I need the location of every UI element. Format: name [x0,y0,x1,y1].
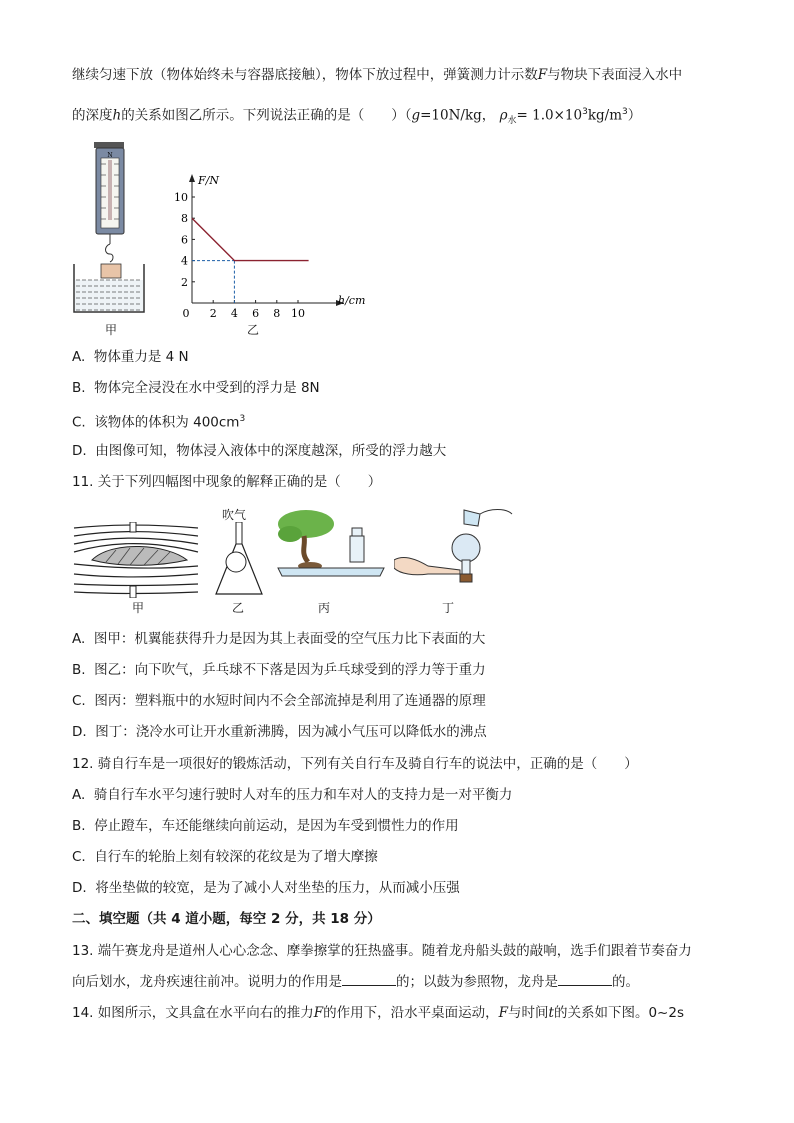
x-tick-label: 10 [291,307,305,320]
answer-blank-2[interactable] [558,973,612,986]
q12-option-d[interactable]: D. 将坐垫做的较宽，是为了减小人对坐垫的压力，从而减小压强 [72,880,460,896]
q13-line-2: 向后划水，龙舟疾速往前冲。说明力的作用是 的；以鼓为参照物，龙舟是 的。 [72,974,639,990]
q10-option-a[interactable]: A. 物体重力是 4 N [72,349,189,365]
y-tick-label: 6 [181,233,188,247]
figure-flask-cold-water [394,504,518,594]
q10-option-c[interactable]: C. 该物体的体积为 $400cm^3$ [72,414,246,431]
q11-stem: 11. 关于下列四幅图中现象的解释正确的是（ ） [72,474,382,490]
x-tick-label: 0 [182,307,190,320]
x-tick-label: 4 [230,307,238,320]
figure-label-ding: 丁 [442,601,455,615]
x-tick-label: 8 [273,307,281,320]
y-tick-label: 2 [181,275,188,289]
q14-line-1: 14. 如图所示，文具盒在水平向右的推力F的作用下，沿水平桌面运动，F与时间t的关系如下图。0~2s [72,1005,684,1021]
q12-option-a[interactable]: A. 骑自行车水平匀速行驶时人对车的压力和车对人的支持力是一对平衡力 [72,787,513,803]
figure-spring-scale [66,140,156,340]
x-tick-label: 2 [209,307,217,320]
variable-f: F [537,67,548,83]
x-tick-label: 6 [252,307,260,320]
y-axis-label: F/N [198,174,219,187]
y-tick-label: 4 [181,254,188,268]
figure-bonsai-bottle [276,506,388,582]
figure-f-h-graph [170,170,370,320]
q13-line-1: 13. 端午赛龙舟是道州人心心念念、摩拳擦掌的狂热盛事。随着龙舟船头鼓的敲响，选手们跟着节奏奋力 [72,943,692,959]
q10-option-b[interactable]: B. 物体完全浸没在水中受到的浮力是 8N [72,380,320,396]
q10-option-d[interactable]: D. 由图像可知，物体浸入液体中的深度越深，所受的浮力越大 [72,443,447,459]
figure-label-jia: 甲 [105,323,118,337]
q12-option-b[interactable]: B. 停止蹬车，车还能继续向前运动，是因为车受到惯性力的作用 [72,818,459,834]
q11-option-d[interactable]: D. 图丁：浇冷水可让开水重新沸腾，因为减小气压可以降低水的沸点 [72,724,487,740]
figure-label-yi: 乙 [247,323,260,337]
q12-stem: 12. 骑自行车是一项很好的锻炼活动，下列有关自行车及骑自行车的说法中，正确的是（ ） [72,756,638,772]
figure-funnel-ball [212,522,268,598]
gauge-unit: N [107,152,113,159]
figure-label-bing: 丙 [318,601,331,615]
q11-option-c[interactable]: C. 图丙：塑料瓶中的水短时间内不会全部流掉是利用了连通器的原理 [72,693,486,709]
figure-wing-airflow [72,522,200,598]
q11-option-a[interactable]: A. 图甲：机翼能获得升力是因为其上表面受的空气压力比下表面的大 [72,631,486,647]
figure-label-yi-11: 乙 [232,601,245,615]
figure-label-jia-11: 甲 [132,601,145,615]
answer-blank-1[interactable] [342,973,396,986]
q11-option-b[interactable]: B. 图乙：向下吹气，乒乓球不下落是因为乒乓球受到的浮力等于重力 [72,662,486,678]
question-intro-line-2: 的深度h的关系如图乙所示。下列说法正确的是（ ）（g=10N/kg， $\rho_水= 1.0\times 10^3kg/m^3$） [72,107,642,127]
y-tick-label: 10 [174,191,188,204]
variable-h: h [112,107,122,124]
x-axis-label: h/cm [338,294,366,307]
y-tick-label: 8 [181,212,188,226]
section-heading-fill-in: 二、填空题（共 4 道小题，每空 2 分，共 18 分） [72,911,381,927]
question-intro-line-1: 继续匀速下放（物体始终未与容器底接触），物体下放过程中，弹簧测力计示数F与物块下表面浸入水中 [72,67,683,83]
series-line-f-vs-h [192,218,309,260]
blow-label: 吹气 [222,508,247,522]
q12-option-c[interactable]: C. 自行车的轮胎上刻有较深的花纹是为了增大摩擦 [72,849,378,865]
